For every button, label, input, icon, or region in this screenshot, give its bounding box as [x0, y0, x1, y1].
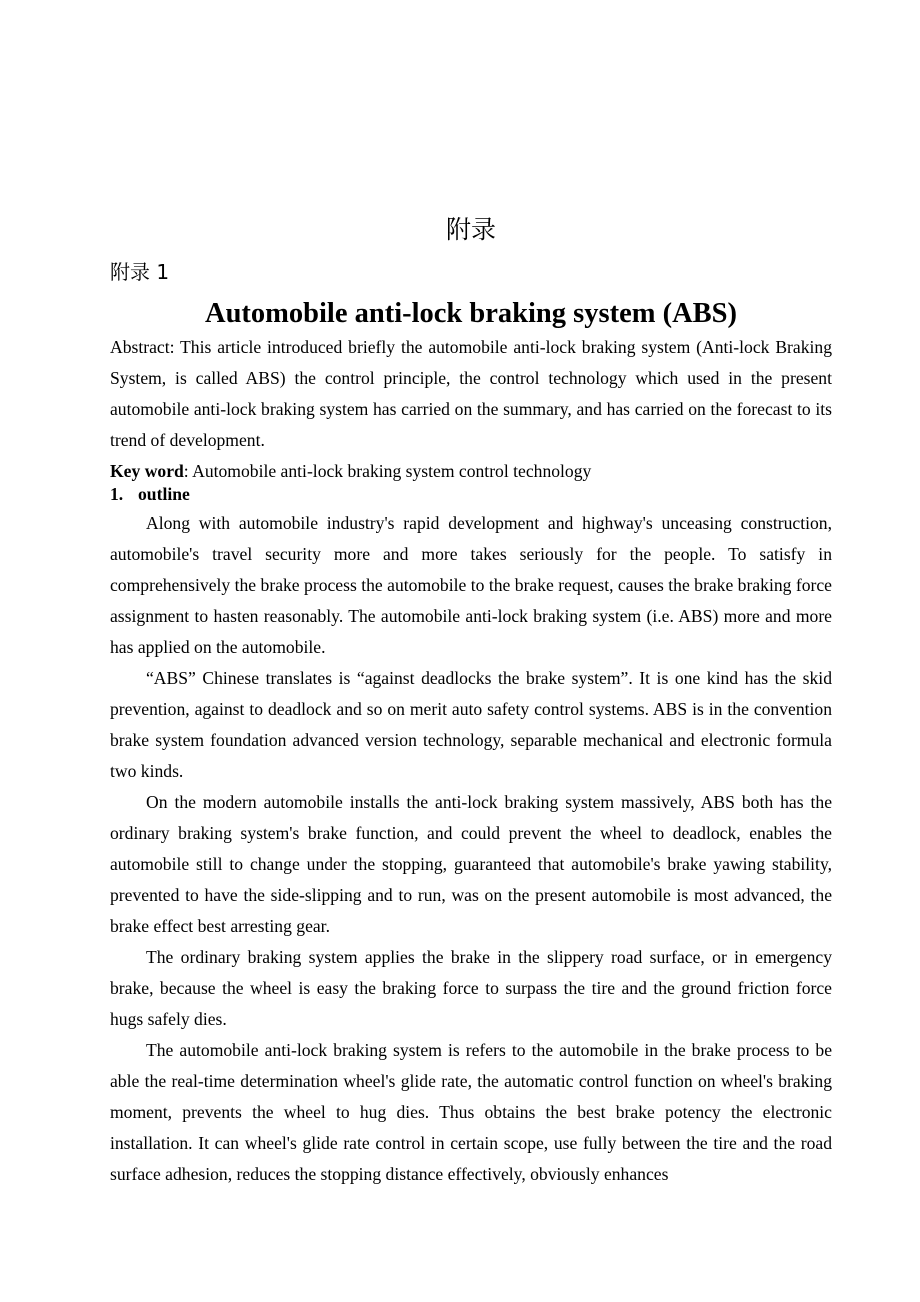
section-heading	[110, 481, 190, 507]
section-title: outline	[138, 484, 190, 504]
keyword-text: : Automobile anti-lock braking system control technology	[183, 461, 592, 481]
section-body	[110, 508, 832, 1190]
abstract-paragraph: Abstract: This article introduced briefly the automobile anti-lock braking system (Anti-lock Braking System, is called ABS) the control principle, the control technology which used in the present automobile anti-lock braking system has carried on the summary, and has carried on the forecast to its trend of development.	[110, 337, 832, 450]
body-paragraph: Along with automobile industry's rapid development and highway's unceasing construction, automobile's travel security more and more takes seriously for the people. To satisfy in comprehensively the brake process the automobile to the brake request, causes the brake braking force assignment to hasten reasonably. The automobile anti-lock braking system (i.e. ABS) more and more has applied on the automobile.	[110, 513, 832, 657]
body-paragraph: “ABS” Chinese translates is “against deadlocks the brake system”. It is one kind has the skid prevention, against to deadlock and so on merit auto safety control systems. ABS is in the convention brake system foundation advanced version technology, separable mechanical and electronic formula two kinds.	[110, 668, 832, 781]
appendix-subtitle: 附录 1	[110, 260, 170, 284]
keyword-line	[110, 457, 832, 485]
body-paragraph: On the modern automobile installs the anti-lock braking system massively, ABS both has the ordinary braking system's brake function, and could prevent the wheel to deadlock, enables the automobile still to change under the stopping, guaranteed that automobile's brake yawing stability, prevented to have the side-slipping and to run, was on the present automobile is most advanced, the brake effect best arresting gear.	[110, 792, 832, 936]
keyword-label: Key word	[110, 461, 184, 481]
section-number: 1.	[110, 484, 124, 504]
body-paragraph: The automobile anti-lock braking system is refers to the automobile in the brake process to be able the real-time determination wheel's glide rate, the automatic control function on wheel's braking moment, prevents the wheel to hug dies. Thus obtains the best brake potency the electronic installation. It can wheel's glide rate control in certain scope, use fully between the tire and the road surface adhesion, reduces the stopping distance effectively, obviously enhances	[110, 1040, 832, 1184]
article-title: Automobile anti-lock braking system (ABS)	[204, 298, 738, 329]
appendix-title: 附录	[445, 215, 496, 244]
body-paragraph: The ordinary braking system applies the brake in the slippery road surface, or in emergency brake, because the wheel is easy the braking force to surpass the tire and the ground friction force hugs safely dies.	[110, 947, 832, 1029]
